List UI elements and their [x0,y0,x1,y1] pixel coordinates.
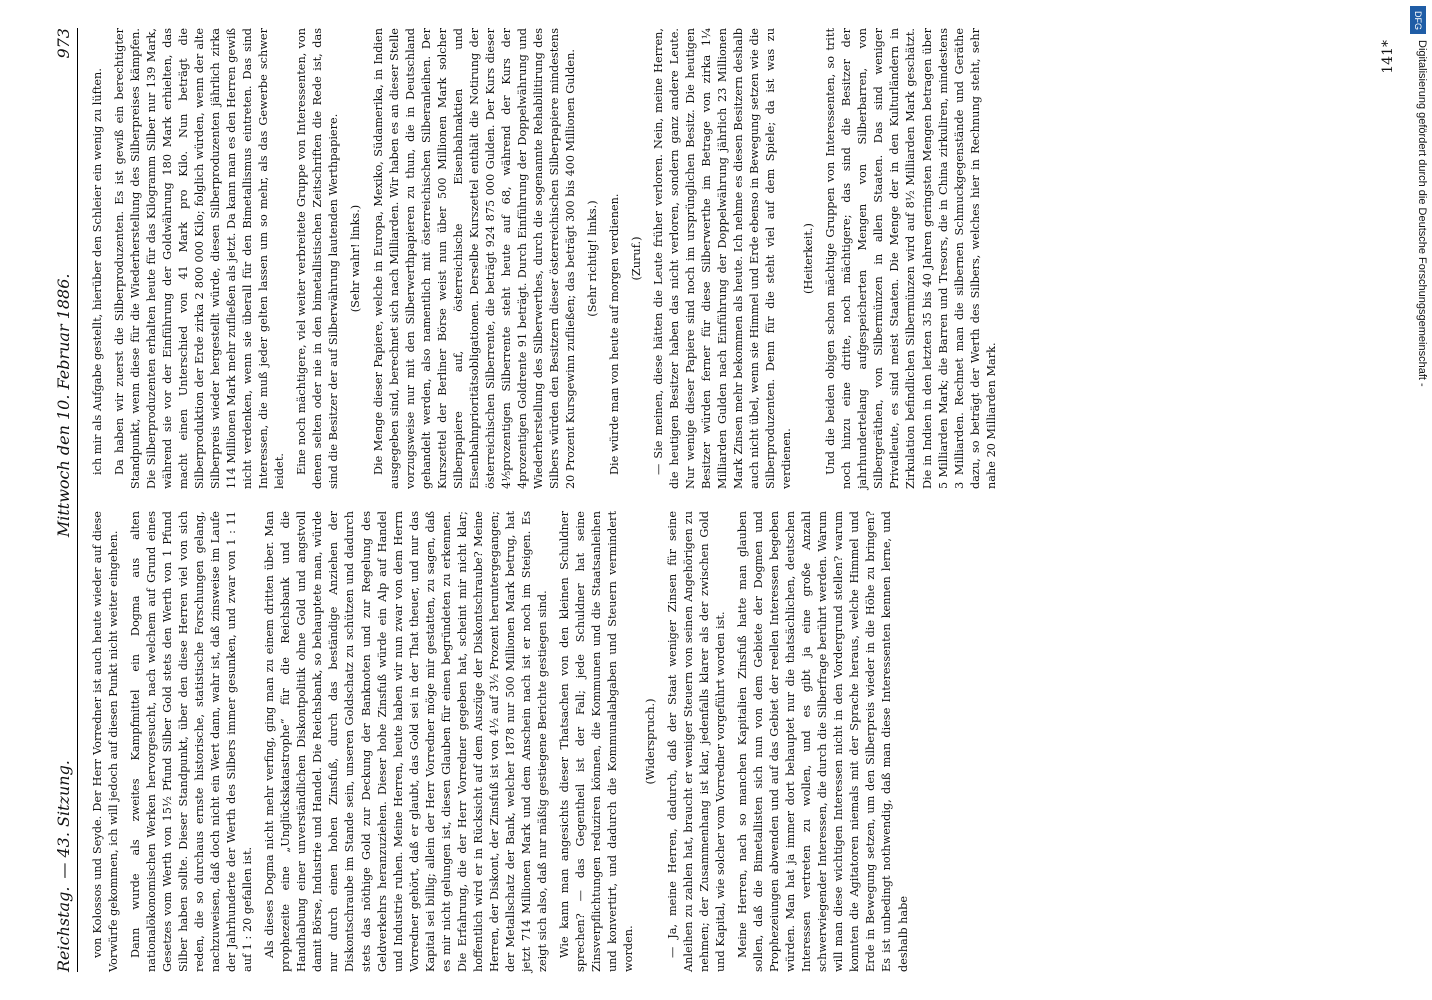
paragraph: Dann wurde als zweites Kampfmittel ein Dogma aus alten nationalökonomischen Werken hervorgesucht, nach welchem auf Grund eines Gesetzes vom Werth von 15½ Pfund Silber Gold stets den Werth von 1 Pfund Silber haben sollte. Dieser Standpunkt, über den diese Herren viel von sich reden, die so durchaus ernste historische, statistische Forschungen gelang, nachzuweisen, daß doch nicht ein Wert dann, wahr ist, daß zinsweise im Laufe der Jahrhunderte der Werth des Silbers immer gesunken, und zwar von 1 : 11 auf 1 : 20 gefallen ist. [129,511,255,972]
paragraph: Und die beiden obigen schon mächtige Gruppen von Interessenten, so tritt noch hinzu eine dritte, noch mächtigere; das sind die Besitzer der jahrhundertelang aufgespeicherten Mengen von Silberbarren, von Silbergeräthen, von Silbermünzen in allen Staaten. Das sind weniger Privatleute, es sind meist Staaten. Die Menge der in den Kulturländern in Zirkulation befindlichen Silbermünzen wird auf 8½ Milliarden Mark geschätzt. Die in Indien in den letzten 35 bis 40 Jahren geringsten Mengen betragen über 5 Milliarden Mark; die Barren und Tresors, die in China zirkuliren, mindestens 3 Milliarden. Rechnet man die silbernen Schmuckgegenstände und Geräthe dazu, so beträgt der Werth des Silbers, welches hier in Rechnung steht, sehr nahe 20 Milliarden Mark. [824,28,998,489]
rotated-page-container [30,0,1416,1000]
digitization-credit: Digitalisierung gefördert durch die Deutsche Forschungsgemeinschaft - [1416,40,1428,387]
paragraph: — Sie meinen, diese hätten die Leute früher verloren. Nein, meine Herren, die heutigen Besitzer haben das nicht verloren, sondern ganz andere Leute. Nur wenige dieser Papiere sind noch im ursprünglichen Besitz. Die heutigen Besitzer würden ferner für diese Silberwerthe im Betrage von zirka 1¼ Milliarden Gulden nach Einführung der Doppelwährung jährlich 23 Millionen Mark Zinsen mehr bekommen als heute. Ich nehme es diesen Besitzern deshalb auch nicht übel, wenn sie Himmel und Erde ebenso in Bewegung setzen wie die Silberproduzenten. Denn für die steht viel auf dem Spiele; da ist was zu verdienen. [652,28,794,489]
paragraph: Da haben wir zuerst die Silberproduzenten. Es ist gewiß ein berechtigter Standpunkt, wenn diese für die Wiederherstellung des Silberpreises kämpfen. Die Silberproduzenten erhalten heute für das Kilogramm Silber nur 139 Mark, während sie vor der Einführung der Goldwährung 180 Mark erhielten, das macht einen Unterschied von 41 Mark pro Kilo. Nun beträgt die Silberproduktion der Erde zirka 2 800 000 Kilo; folglich würden, wenn der alte Silberpreis wieder hergestellt würde, diesen Silberproduzenten jährlich zirka 114 Millionen Mark mehr zufließen als jetzt. Da kann man es den Herren gewiß nicht verdenken, wenn sie überall für den Bimetallismus eintreten. Das sind Interessen, die muß jeder gelten lassen um so mehr, als das Gewerbe schwer leidet. [113,28,287,489]
interjection: (Widerspruch.) [644,698,658,785]
interjection: (Sehr richtig! links.) [585,200,599,317]
dfg-logo: DFG [1410,6,1426,34]
paragraph: ich mir als Aufgabe gestellt, hierüber den Schleier ein wenig zu lüften. [91,68,104,475]
paragraph: Die würde man von heute auf morgen verdienen. [607,193,621,475]
interjection: (Sehr wahr! links.) [349,204,363,313]
paragraph: — Ja, meine Herren, dadurch, daß der Staat weniger Zinsen für seine Anleihen zu zahlen hat, braucht er weniger Steuern von seinen Angehörigen zu nehmen; der Zusammenhang ist klar, jedenfalls klarer als der zwischen Gold und Kapital, wie solcher vom Vorredner vorgeführt worden ist. [666,511,728,972]
right-column [90,28,1356,489]
paragraph: von Kolossos und Seyde. Der Herr Vorredner ist auch heute wieder auf diese Vorwürfe gekommen, ich will jedoch auf diesen Punkt nicht weiter eingehen. [91,511,121,972]
header-page-number: 973 [54,28,73,59]
page-code: 141* [1380,40,1396,74]
left-column [90,511,1356,972]
document-page [30,0,1416,1000]
text-columns [90,28,1356,972]
interjection: (Heiterkeit.) [802,223,816,294]
page-header [54,28,78,972]
paragraph: Meine Herren, nach so manchen Kapitalien Zinsfuß hatte man glauben sollen, daß die Bimetallisten sich nun von dem Gebiete der Dogmen und Prophezeiungen abwenden und auf das Gebiet der reellen Interessen begeben würden. Man hat ja immer dort behauptet nur die thatsächlichen, deutschen Interessen vertreten zu wollen, und es gibt ja eine große Anzahl schwerwiegender Interessen, die durch die Silberfrage berührt werden. Warum will man diese wichtigen Interessen nicht in den Vordergrund stellen? warum konnten die Agitatoren niemals mit der Sprache heraus, welche Himmel und Erde in Bewegung setzen, um den Silberpreis wieder in die Höhe zu bringen? Es ist unbedingt nothwendig, daß man diese Interessenten kennen lerne, und deshalb habe [736,511,910,972]
paragraph: Eine noch mächtigere, viel weiter verbreitete Gruppe von Interessenten, von denen selten oder nie in den bimetallistischen Zeitschriften die Rede ist, das sind die Besitzer der auf Silberwährung lautenden Werthpapiere. [295,28,341,489]
header-left: Reichstag.— 43. Sitzung. [54,760,73,972]
paragraph: Als dieses Dogma nicht mehr verfing, ging man zu einem dritten über. Man prophezeite eine „Unglückskatastrophe“ für die Reichsbank und die Handhabung einer unverständlichen Diskontpolitik ohne Gold und angstvoll damit Börse, Industrie und Handel. Die Reichsbank, so behauptete man, würde nur durch einen hohen Zinsfuß, durch das beständige Anziehen der Diskontschraube im Stande sein, unseren Goldschatz zu schützen und dadurch stets das nöthige Gold zur Deckung der Banknoten und zur Regelung des Geldverkehrs heranzuziehen. Dieser hohe Zinsfuß würde ein Alp auf Handel und Industrie ruhen. Meine Herren, heute haben wir nun zwar von dem Herrn Vorredner gehört, daß er glaubt, das Gold sei in der That theuer, und nur das Kapital sei billig; allein der Herr Vorredner möge mir gestatten, zu sagen, daß es mir nicht gelungen ist, diesen Glauben für einen begründeten zu erkennen. Die Erfahrung, die der Herr Vorredner gegeben hat, scheint mir nicht klar; hoffentlich wird er in Rücksicht auf dem Auszüge der Diskontschraube? Meine Herren, der Diskont, der Zinsfuß ist von 4½ auf 3½ Prozent heruntergegangen; der Metallschatz der Bank, welcher 1878 nur 500 Millionen Mark betrug, hat jetzt 714 Millionen Mark und dem Anschein nach ist er noch im Steigen. Es zeigt sich also, daß nur mäßig gestiegene Berichte gestiegen sind. [263,511,549,972]
header-date: Mittwoch den 10. Februar 1886. [54,273,73,538]
digitization-sidebar [1402,0,1432,1000]
interjection: (Zuruf.) [629,236,643,281]
paragraph: Wie kann man angesichts dieser Thatsachen von den kleinen Schuldner sprechen? — das Gegentheil ist der Fall; jede Schuldner hat seine Zinsverpflichtungen reduziren können, die Kommunen und die Staatsanleihen und konvertirt, und dadurch die Kommunalabgaben und Steuern vermindert worden. [557,511,635,972]
paragraph: Die Menge dieser Papiere, welche in Europa, Mexiko, Südamerika, in Indien ausgegeben sind, berechnet sich nach Milliarden. Wir haben es an dieser Stelle vorzugsweise nur mit den Silberwerthpapieren zu thun, die in Deutschland gehandelt werden, also namentlich mit österreichischen Silberanleihen. Der Kurszettel der Berliner Börse weist nun über 500 Millionen Mark solcher Silberpapiere auf, österreichische Eisenbahnaktien und Eisenbahnprioritätsobligationen. Derselbe Kurszettel enthält die Notirung der österreichischen Silberrente, die beträgt 924 875 000 Gulden. Der Kurs dieser 4¹⁄₅prozentigen Silberrente steht heute auf 68, während der Kurs der 4prozentigen Goldrente 91 beträgt. Durch Einführung der Doppelwährung und Wiederherstellung des Silberwerthes, durch die sogenannte Rehabilitirung des Silbers würden den Besitzern dieser österreichischen Silberpapiere mindestens 20 Prozent Kursgewinn zufließen; das beträgt 300 bis 400 Millionen Gulden. [371,28,577,489]
